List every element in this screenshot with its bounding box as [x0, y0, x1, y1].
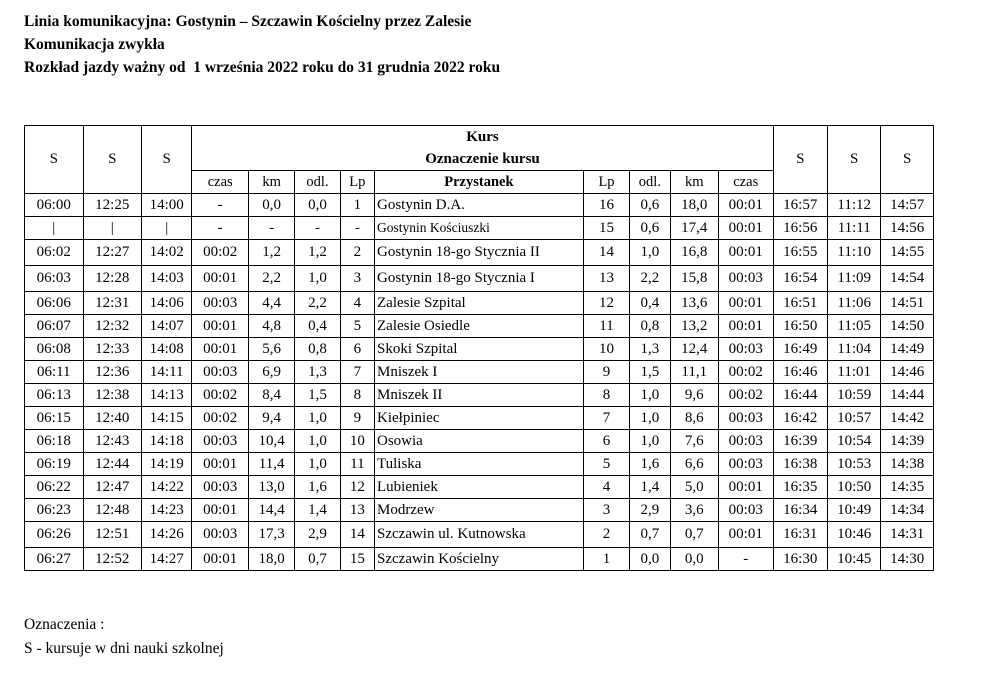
lp-return-cell: 12: [583, 292, 629, 315]
lp-cell: 15: [340, 548, 374, 571]
kurs-label: Kurs: [192, 126, 773, 149]
km-return-cell: 3,6: [670, 499, 718, 522]
ret-1-cell: 16:42: [773, 407, 827, 430]
dep-3-cell: 14:13: [142, 384, 192, 407]
ret-3-cell: 14:31: [881, 522, 934, 548]
line-title: Linia komunikacyjna: Gostynin – Szczawin Kościelny przez Zalesie: [24, 13, 472, 30]
km-return-cell: 11,1: [670, 361, 718, 384]
stop-name-cell: Lubieniek: [375, 476, 584, 499]
dep-1-cell: 06:03: [25, 266, 84, 292]
czas-return-cell: 00:03: [718, 338, 773, 361]
ret-2-cell: 10:53: [828, 453, 881, 476]
odl-cell: 1,5: [295, 384, 340, 407]
ret-2-cell: 11:09: [828, 266, 881, 292]
km-cell: 17,3: [248, 522, 294, 548]
lp-cell: 1: [340, 194, 374, 217]
table-row: [25, 407, 934, 430]
ret-3-cell: 14:56: [881, 217, 934, 240]
dep-2-cell: 12:31: [83, 292, 142, 315]
lp-return-cell: 15: [583, 217, 629, 240]
course-designation-label: Oznaczenie kursu: [192, 148, 773, 171]
ret-2-cell: 11:05: [828, 315, 881, 338]
odl-cell: 2,2: [295, 292, 340, 315]
czas-return-cell: 00:03: [718, 266, 773, 292]
stop-name-cell: Mniszek II: [375, 384, 584, 407]
stop-name-cell: Gostynin 18-go Stycznia I: [375, 266, 584, 292]
odl-cell: 0,8: [295, 338, 340, 361]
km-cell: 0,0: [248, 194, 294, 217]
ret-1-cell: 16:38: [773, 453, 827, 476]
odl-cell: 1,0: [295, 430, 340, 453]
dep-2-cell: 12:47: [83, 476, 142, 499]
dep-2-cell: 12:44: [83, 453, 142, 476]
ret-1-cell: 16:46: [773, 361, 827, 384]
odl-return-cell: 1,6: [630, 453, 670, 476]
col-lp-right: Lp: [583, 171, 629, 194]
czas-cell: 00:01: [192, 315, 248, 338]
czas-cell: 00:03: [192, 292, 248, 315]
km-cell: 11,4: [248, 453, 294, 476]
ret-1-cell: 16:55: [773, 240, 827, 266]
odl-return-cell: 1,0: [630, 240, 670, 266]
course-mark-left-2: S: [83, 126, 142, 194]
odl-cell: 1,0: [295, 266, 340, 292]
dep-2-cell: 12:27: [83, 240, 142, 266]
dep-2-cell: 12:36: [83, 361, 142, 384]
km-cell: 5,6: [248, 338, 294, 361]
odl-return-cell: 1,5: [630, 361, 670, 384]
czas-return-cell: 00:02: [718, 361, 773, 384]
lp-return-cell: 1: [583, 548, 629, 571]
odl-cell: 1,3: [295, 361, 340, 384]
dep-3-cell: 14:27: [142, 548, 192, 571]
odl-cell: 0,0: [295, 194, 340, 217]
course-mark-right-2: S: [828, 126, 881, 194]
stop-name-cell: Szczawin ul. Kutnowska: [375, 522, 584, 548]
lp-cell: 10: [340, 430, 374, 453]
stop-name-cell: Tuliska: [375, 453, 584, 476]
km-cell: 6,9: [248, 361, 294, 384]
czas-return-cell: 00:01: [718, 240, 773, 266]
odl-cell: 1,0: [295, 453, 340, 476]
dep-3-cell: 14:00: [142, 194, 192, 217]
km-return-cell: 13,2: [670, 315, 718, 338]
odl-return-cell: 1,0: [630, 430, 670, 453]
km-return-cell: 9,6: [670, 384, 718, 407]
ret-1-cell: 16:39: [773, 430, 827, 453]
czas-cell: 00:02: [192, 384, 248, 407]
odl-return-cell: 1,0: [630, 384, 670, 407]
czas-return-cell: 00:01: [718, 292, 773, 315]
stop-name-cell: Osowia: [375, 430, 584, 453]
dep-2-cell: |: [83, 217, 142, 240]
odl-return-cell: 0,4: [630, 292, 670, 315]
col-odl-right: odl.: [630, 171, 670, 194]
odl-return-cell: 0,7: [630, 522, 670, 548]
ret-2-cell: 10:59: [828, 384, 881, 407]
ret-1-cell: 16:51: [773, 292, 827, 315]
odl-return-cell: 2,2: [630, 266, 670, 292]
ret-3-cell: 14:42: [881, 407, 934, 430]
czas-return-cell: 00:01: [718, 476, 773, 499]
stop-name-cell: Zalesie Osiedle: [375, 315, 584, 338]
col-czas-right: czas: [718, 171, 773, 194]
dep-3-cell: |: [142, 217, 192, 240]
czas-cell: -: [192, 194, 248, 217]
ret-1-cell: 16:44: [773, 384, 827, 407]
ret-2-cell: 10:49: [828, 499, 881, 522]
dep-2-cell: 12:33: [83, 338, 142, 361]
ret-2-cell: 10:45: [828, 548, 881, 571]
lp-cell: 14: [340, 522, 374, 548]
czas-cell: 00:03: [192, 361, 248, 384]
ret-1-cell: 16:34: [773, 499, 827, 522]
km-return-cell: 6,6: [670, 453, 718, 476]
dep-2-cell: 12:52: [83, 548, 142, 571]
czas-cell: 00:02: [192, 240, 248, 266]
course-mark-left-3: S: [142, 126, 192, 194]
ret-2-cell: 11:10: [828, 240, 881, 266]
legend: [24, 613, 224, 661]
lp-cell: 5: [340, 315, 374, 338]
validity-period: Rozkład jazdy ważny od 1 września 2022 roku do 31 grudnia 2022 roku: [24, 59, 501, 76]
dep-1-cell: 06:11: [25, 361, 84, 384]
table-row: [25, 548, 934, 571]
lp-return-cell: 2: [583, 522, 629, 548]
km-return-cell: 12,4: [670, 338, 718, 361]
km-return-cell: 7,6: [670, 430, 718, 453]
lp-cell: 3: [340, 266, 374, 292]
dep-2-cell: 12:28: [83, 266, 142, 292]
table-row: [25, 266, 934, 292]
odl-return-cell: 0,8: [630, 315, 670, 338]
czas-cell: 00:01: [192, 266, 248, 292]
km-cell: 8,4: [248, 384, 294, 407]
dep-2-cell: 12:25: [83, 194, 142, 217]
course-mark-left-1: S: [25, 126, 84, 194]
lp-return-cell: 4: [583, 476, 629, 499]
ret-3-cell: 14:46: [881, 361, 934, 384]
km-cell: 18,0: [248, 548, 294, 571]
czas-return-cell: 00:02: [718, 384, 773, 407]
odl-cell: -: [295, 217, 340, 240]
service-type: Komunikacja zwykła: [24, 36, 165, 53]
km-cell: 4,8: [248, 315, 294, 338]
dep-3-cell: 14:02: [142, 240, 192, 266]
table-row: [25, 194, 934, 217]
table-row: [25, 384, 934, 407]
ret-3-cell: 14:57: [881, 194, 934, 217]
ret-3-cell: 14:50: [881, 315, 934, 338]
km-cell: 2,2: [248, 266, 294, 292]
czas-return-cell: -: [718, 548, 773, 571]
dep-1-cell: 06:13: [25, 384, 84, 407]
ret-2-cell: 10:57: [828, 407, 881, 430]
ret-3-cell: 14:34: [881, 499, 934, 522]
table-row: [25, 240, 934, 266]
ret-2-cell: 11:12: [828, 194, 881, 217]
col-odl-left: odl.: [295, 171, 340, 194]
ret-1-cell: 16:49: [773, 338, 827, 361]
stop-name-cell: Kiełpiniec: [375, 407, 584, 430]
table-row: [25, 217, 934, 240]
dep-2-cell: 12:38: [83, 384, 142, 407]
legend-title: Oznaczenia :: [24, 616, 105, 633]
odl-return-cell: 0,6: [630, 194, 670, 217]
dep-3-cell: 14:22: [142, 476, 192, 499]
odl-return-cell: 1,3: [630, 338, 670, 361]
odl-cell: 0,7: [295, 548, 340, 571]
ret-3-cell: 14:30: [881, 548, 934, 571]
km-cell: 9,4: [248, 407, 294, 430]
lp-cell: 13: [340, 499, 374, 522]
km-cell: 1,2: [248, 240, 294, 266]
ret-1-cell: 16:54: [773, 266, 827, 292]
lp-return-cell: 3: [583, 499, 629, 522]
czas-cell: -: [192, 217, 248, 240]
stop-name-cell: Gostynin 18-go Stycznia II: [375, 240, 584, 266]
czas-cell: 00:02: [192, 407, 248, 430]
stop-name-cell: Zalesie Szpital: [375, 292, 584, 315]
lp-cell: 2: [340, 240, 374, 266]
km-return-cell: 5,0: [670, 476, 718, 499]
km-return-cell: 16,8: [670, 240, 718, 266]
lp-return-cell: 7: [583, 407, 629, 430]
table-row: [25, 430, 934, 453]
lp-cell: 12: [340, 476, 374, 499]
stop-name-cell: Gostynin D.A.: [375, 194, 584, 217]
dep-1-cell: 06:22: [25, 476, 84, 499]
dep-3-cell: 14:06: [142, 292, 192, 315]
dep-3-cell: 14:26: [142, 522, 192, 548]
dep-3-cell: 14:07: [142, 315, 192, 338]
czas-return-cell: 00:03: [718, 499, 773, 522]
ret-1-cell: 16:35: [773, 476, 827, 499]
stop-name-cell: Mniszek I: [375, 361, 584, 384]
ret-2-cell: 11:04: [828, 338, 881, 361]
odl-return-cell: 0,6: [630, 217, 670, 240]
dep-2-cell: 12:48: [83, 499, 142, 522]
km-cell: 10,4: [248, 430, 294, 453]
dep-2-cell: 12:40: [83, 407, 142, 430]
lp-return-cell: 13: [583, 266, 629, 292]
odl-cell: 1,0: [295, 407, 340, 430]
ret-3-cell: 14:51: [881, 292, 934, 315]
table-row: [25, 476, 934, 499]
odl-cell: 0,4: [295, 315, 340, 338]
lp-cell: 11: [340, 453, 374, 476]
ret-2-cell: 11:06: [828, 292, 881, 315]
lp-cell: 7: [340, 361, 374, 384]
lp-return-cell: 5: [583, 453, 629, 476]
timetable-body: [25, 194, 934, 571]
ret-1-cell: 16:56: [773, 217, 827, 240]
ret-3-cell: 14:38: [881, 453, 934, 476]
lp-return-cell: 14: [583, 240, 629, 266]
lp-cell: 6: [340, 338, 374, 361]
ret-2-cell: 10:54: [828, 430, 881, 453]
km-return-cell: 17,4: [670, 217, 718, 240]
lp-return-cell: 8: [583, 384, 629, 407]
dep-1-cell: 06:15: [25, 407, 84, 430]
dep-3-cell: 14:19: [142, 453, 192, 476]
km-cell: 4,4: [248, 292, 294, 315]
czas-return-cell: 00:03: [718, 430, 773, 453]
odl-return-cell: 1,4: [630, 476, 670, 499]
km-return-cell: 15,8: [670, 266, 718, 292]
ret-2-cell: 11:01: [828, 361, 881, 384]
ret-3-cell: 14:39: [881, 430, 934, 453]
stop-name-cell: Szczawin Kościelny: [375, 548, 584, 571]
km-return-cell: 0,7: [670, 522, 718, 548]
km-return-cell: 8,6: [670, 407, 718, 430]
table-row: [25, 522, 934, 548]
czas-return-cell: 00:01: [718, 217, 773, 240]
ret-1-cell: 16:30: [773, 548, 827, 571]
odl-return-cell: 0,0: [630, 548, 670, 571]
lp-cell: -: [340, 217, 374, 240]
czas-cell: 00:01: [192, 499, 248, 522]
ret-3-cell: 14:54: [881, 266, 934, 292]
col-km-left: km: [248, 171, 294, 194]
lp-return-cell: 11: [583, 315, 629, 338]
czas-return-cell: 00:01: [718, 315, 773, 338]
table-row: [25, 453, 934, 476]
dep-1-cell: 06:27: [25, 548, 84, 571]
table-row: [25, 292, 934, 315]
km-return-cell: 18,0: [670, 194, 718, 217]
czas-return-cell: 00:01: [718, 194, 773, 217]
course-mark-right-3: S: [881, 126, 934, 194]
table-row: [25, 338, 934, 361]
timetable: [24, 125, 934, 571]
dep-1-cell: 06:23: [25, 499, 84, 522]
czas-cell: 00:03: [192, 430, 248, 453]
table-row: [25, 315, 934, 338]
ret-2-cell: 11:11: [828, 217, 881, 240]
dep-1-cell: 06:19: [25, 453, 84, 476]
czas-cell: 00:01: [192, 548, 248, 571]
table-row: [25, 361, 934, 384]
czas-return-cell: 00:01: [718, 522, 773, 548]
dep-2-cell: 12:32: [83, 315, 142, 338]
czas-cell: 00:01: [192, 338, 248, 361]
odl-cell: 1,2: [295, 240, 340, 266]
czas-cell: 00:03: [192, 476, 248, 499]
dep-1-cell: 06:08: [25, 338, 84, 361]
ret-2-cell: 10:46: [828, 522, 881, 548]
km-cell: 14,4: [248, 499, 294, 522]
czas-cell: 00:03: [192, 522, 248, 548]
dep-1-cell: 06:00: [25, 194, 84, 217]
odl-cell: 2,9: [295, 522, 340, 548]
km-cell: 13,0: [248, 476, 294, 499]
table-row: [25, 499, 934, 522]
lp-return-cell: 16: [583, 194, 629, 217]
czas-return-cell: 00:03: [718, 453, 773, 476]
dep-3-cell: 14:11: [142, 361, 192, 384]
czas-return-cell: 00:03: [718, 407, 773, 430]
lp-return-cell: 10: [583, 338, 629, 361]
stop-name-cell: Gostynin Kościuszki: [375, 217, 584, 240]
odl-cell: 1,4: [295, 499, 340, 522]
ret-1-cell: 16:50: [773, 315, 827, 338]
dep-2-cell: 12:51: [83, 522, 142, 548]
dep-3-cell: 14:23: [142, 499, 192, 522]
dep-3-cell: 14:18: [142, 430, 192, 453]
legend-item: S - kursuje w dni nauki szkolnej: [24, 640, 224, 657]
km-cell: -: [248, 217, 294, 240]
ret-3-cell: 14:49: [881, 338, 934, 361]
stop-name-cell: Modrzew: [375, 499, 584, 522]
dep-1-cell: 06:02: [25, 240, 84, 266]
dep-1-cell: 06:07: [25, 315, 84, 338]
czas-cell: 00:01: [192, 453, 248, 476]
dep-1-cell: |: [25, 217, 84, 240]
lp-return-cell: 6: [583, 430, 629, 453]
lp-cell: 8: [340, 384, 374, 407]
odl-return-cell: 1,0: [630, 407, 670, 430]
km-return-cell: 13,6: [670, 292, 718, 315]
dep-1-cell: 06:18: [25, 430, 84, 453]
dep-3-cell: 14:15: [142, 407, 192, 430]
col-czas-left: czas: [192, 171, 248, 194]
lp-cell: 9: [340, 407, 374, 430]
ret-3-cell: 14:55: [881, 240, 934, 266]
lp-cell: 4: [340, 292, 374, 315]
stop-name-cell: Skoki Szpital: [375, 338, 584, 361]
odl-return-cell: 2,9: [630, 499, 670, 522]
lp-return-cell: 9: [583, 361, 629, 384]
col-lp-left: Lp: [340, 171, 374, 194]
ret-3-cell: 14:44: [881, 384, 934, 407]
dep-3-cell: 14:03: [142, 266, 192, 292]
timetable-header: [24, 10, 500, 79]
ret-1-cell: 16:31: [773, 522, 827, 548]
ret-3-cell: 14:35: [881, 476, 934, 499]
dep-3-cell: 14:08: [142, 338, 192, 361]
odl-cell: 1,6: [295, 476, 340, 499]
col-km-right: km: [670, 171, 718, 194]
ret-1-cell: 16:57: [773, 194, 827, 217]
km-return-cell: 0,0: [670, 548, 718, 571]
dep-2-cell: 12:43: [83, 430, 142, 453]
dep-1-cell: 06:06: [25, 292, 84, 315]
dep-1-cell: 06:26: [25, 522, 84, 548]
course-mark-right-1: S: [773, 126, 827, 194]
col-stop: Przystanek: [375, 171, 584, 194]
ret-2-cell: 10:50: [828, 476, 881, 499]
